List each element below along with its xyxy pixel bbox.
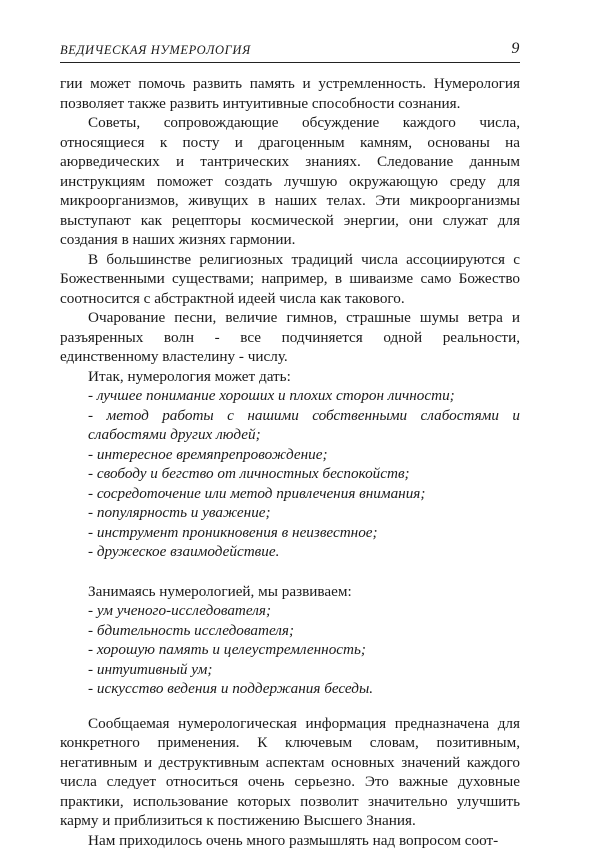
- list-item: - метод работы с нашими собственными слабостями и слабостями других людей;: [88, 406, 520, 445]
- paragraph: Сообщаемая нумерологическая информация предназначена для конкретного применения. К ключевым словам, позитивным, негативным и деструктивным аспектам основных значений каждого числа следует относиться очень серьезно. Это важные духовные практики, использование которых позволит значительно улучшить карму и приблизиться к постижению Высшего Знания.: [60, 714, 520, 831]
- list-item: - хорошую память и целеустремленность;: [88, 640, 520, 660]
- list-item: - популярность и уважение;: [88, 503, 520, 523]
- benefits-list: [60, 386, 520, 562]
- running-header-title: ВЕДИЧЕСКАЯ НУМЕРОЛОГИЯ: [60, 43, 251, 58]
- list-intro: Занимаясь нумерологией, мы развиваем:: [60, 582, 520, 602]
- list-item: - дружеское взаимодействие.: [88, 542, 520, 562]
- page-body: [60, 74, 520, 850]
- list-item: - инструмент проникновения в неизвестное;: [88, 523, 520, 543]
- paragraph: Нам приходилось очень много размышлять над вопросом соот-: [60, 831, 520, 850]
- list-intro: Итак, нумерология может дать:: [60, 367, 520, 387]
- list-item: - искусство ведения и поддержания беседы.: [88, 679, 520, 699]
- page-number: 9: [511, 40, 520, 58]
- paragraph: Очарование песни, величие гимнов, страшные шумы ветра и разъяренных волн - все подчиняется одной реальности, единственному властелину - числу.: [60, 308, 520, 367]
- book-page: [60, 40, 520, 850]
- list-item: - лучшее понимание хороших и плохих сторон личности;: [88, 386, 520, 406]
- paragraph: Советы, сопровождающие обсуждение каждого числа, относящиеся к посту и драгоценным камням, основаны на аюрведических и тантрических знаниях. Следование данным инструкциям поможет создать лучшую окружающую среду для микроорганизмов, живущих в наших телах. Эти микроорганизмы выступают как рецепторы космической энергии, они служат для создания в наших жизнях гармонии.: [60, 113, 520, 250]
- paragraph: гии может помочь развить память и устремленность. Нумерология позволяет также развить интуитивные способности сознания.: [60, 74, 520, 113]
- skills-list: [60, 601, 520, 699]
- paragraph: В большинстве религиозных традиций числа ассоциируются с Божественными существами; например, в шиваизме само Божество соотносится с абстрактной идеей числа как такового.: [60, 250, 520, 309]
- list-item: - ум ученого-исследователя;: [88, 601, 520, 621]
- header-rule: [60, 62, 520, 63]
- spacer: [60, 562, 520, 582]
- list-item: - интуитивный ум;: [88, 660, 520, 680]
- list-item: - интересное времяпрепровождение;: [88, 445, 520, 465]
- list-item: - свободу и бегство от личностных беспокойств;: [88, 464, 520, 484]
- running-header: [60, 40, 520, 62]
- list-item: - бдительность исследователя;: [88, 621, 520, 641]
- list-item: - сосредоточение или метод привлечения внимания;: [88, 484, 520, 504]
